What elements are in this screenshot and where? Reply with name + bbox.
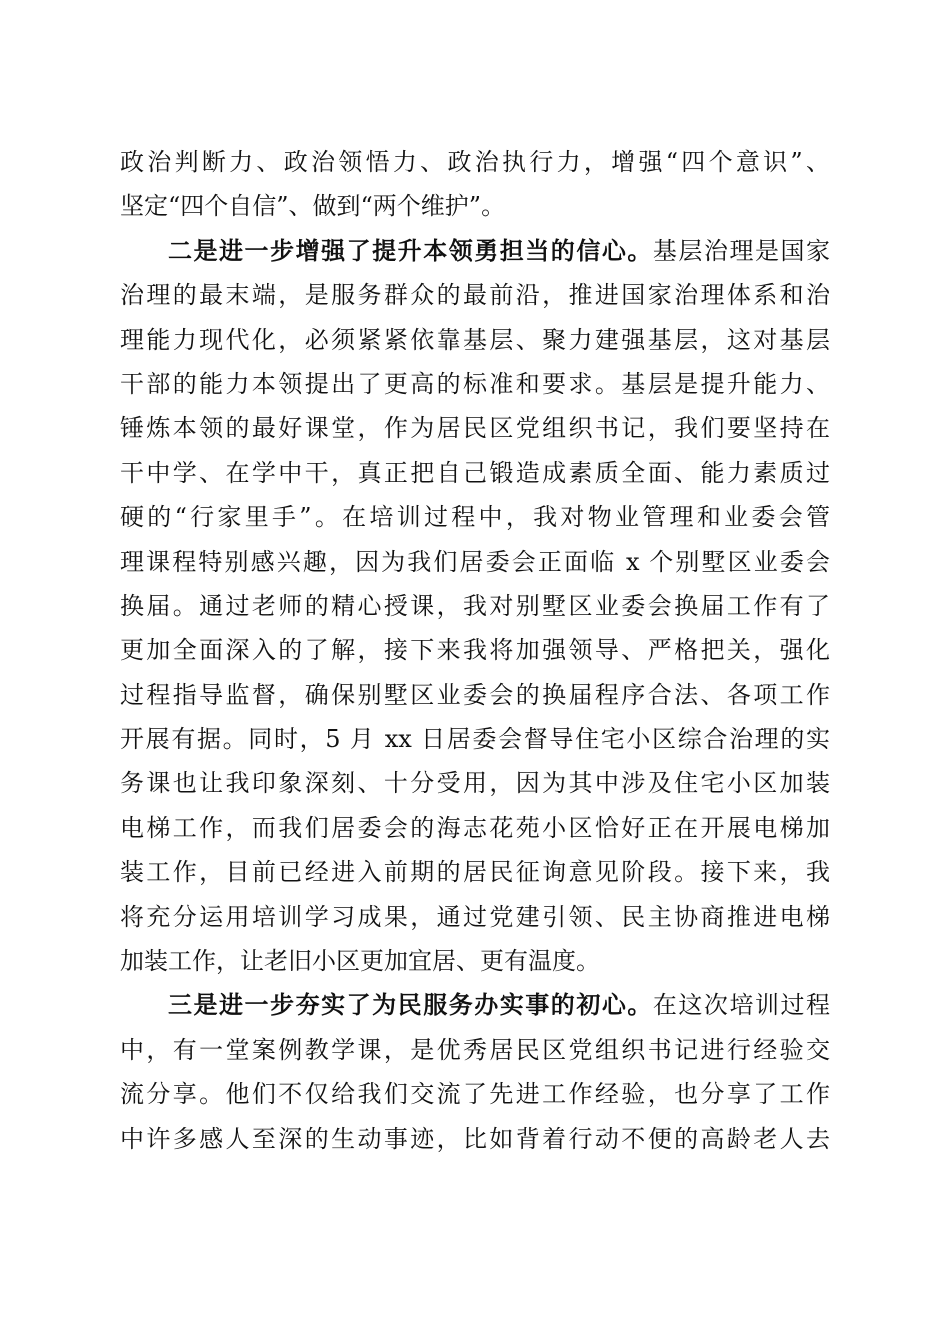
text-fragment: 在这次培训过程 (652, 991, 831, 1020)
text-line: 开展有据。同时，5 月 xx 日居委会督导住宅小区综合治理的实 (120, 725, 830, 754)
text-line: 治理的最末端，是服务群众的最前沿，推进国家治理体系和治 (120, 281, 830, 310)
text-line (120, 983, 830, 1027)
text-line: 电梯工作，而我们居委会的海志花苑小区恰好正在开展电梯加 (120, 813, 830, 842)
text-line: 加装工作，让老旧小区更加宜居、更有温度。 (120, 947, 600, 976)
text-line: 政治判断力、政治领悟力、政治执行力，增强“四个意识”、 (120, 148, 830, 176)
document-page (120, 140, 830, 1161)
text-line: 装工作，目前已经进入前期的居民征询意见阶段。接下来，我 (120, 858, 830, 887)
paragraph-lead: 三是进一步夯实了为民服务办实事的初心。 (168, 990, 653, 1020)
text-line (120, 229, 830, 273)
text-line: 中，有一堂案例教学课，是优秀居民区党组织书记进行经验交 (120, 1035, 830, 1064)
text-line: 理能力现代化，必须紧紧依靠基层、聚力建强基层，这对基层 (120, 325, 830, 354)
text-line: 坚定“四个自信”、做到“两个维护”。 (120, 192, 506, 221)
text-line: 将充分运用培训学习成果，通过党建引领、民主协商推进电梯 (120, 902, 830, 931)
text-line: 干部的能力本领提出了更高的标准和要求。基层是提升能力、 (120, 369, 830, 398)
paragraph-capability-confidence (120, 229, 830, 984)
text-line: 硬的“行家里手”。在培训过程中，我对物业管理和业委会管 (120, 503, 830, 532)
text-line: 理课程特别感兴趣，因为我们居委会正面临 x 个别墅区业委会 (120, 547, 830, 576)
paragraph-political-abilities (120, 140, 830, 229)
text-line: 干中学、在学中干，真正把自己锻造成素质全面、能力素质过 (120, 458, 830, 487)
text-line: 过程指导监督，确保别墅区业委会的换届程序合法、各项工作 (120, 680, 830, 709)
text-line: 换届。通过老师的精心授课，我对别墅区业委会换届工作有了 (120, 591, 830, 620)
text-line: 锤炼本领的最好课堂，作为居民区党组织书记，我们要坚持在 (120, 414, 830, 443)
paragraph-service-commitment (120, 983, 830, 1161)
text-line: 更加全面深入的了解，接下来我将加强领导、严格把关，强化 (120, 636, 830, 665)
paragraph-lead: 二是进一步增强了提升本领勇担当的信心。 (168, 235, 653, 265)
text-line: 流分享。他们不仅给我们交流了先进工作经验，也分享了工作 (120, 1080, 830, 1109)
text-line: 务课也让我印象深刻、十分受用，因为其中涉及住宅小区加装 (120, 769, 830, 798)
text-fragment: 基层治理是国家 (652, 236, 831, 265)
text-line: 中许多感人至深的生动事迹，比如背着行动不便的高龄老人去 (120, 1124, 830, 1153)
